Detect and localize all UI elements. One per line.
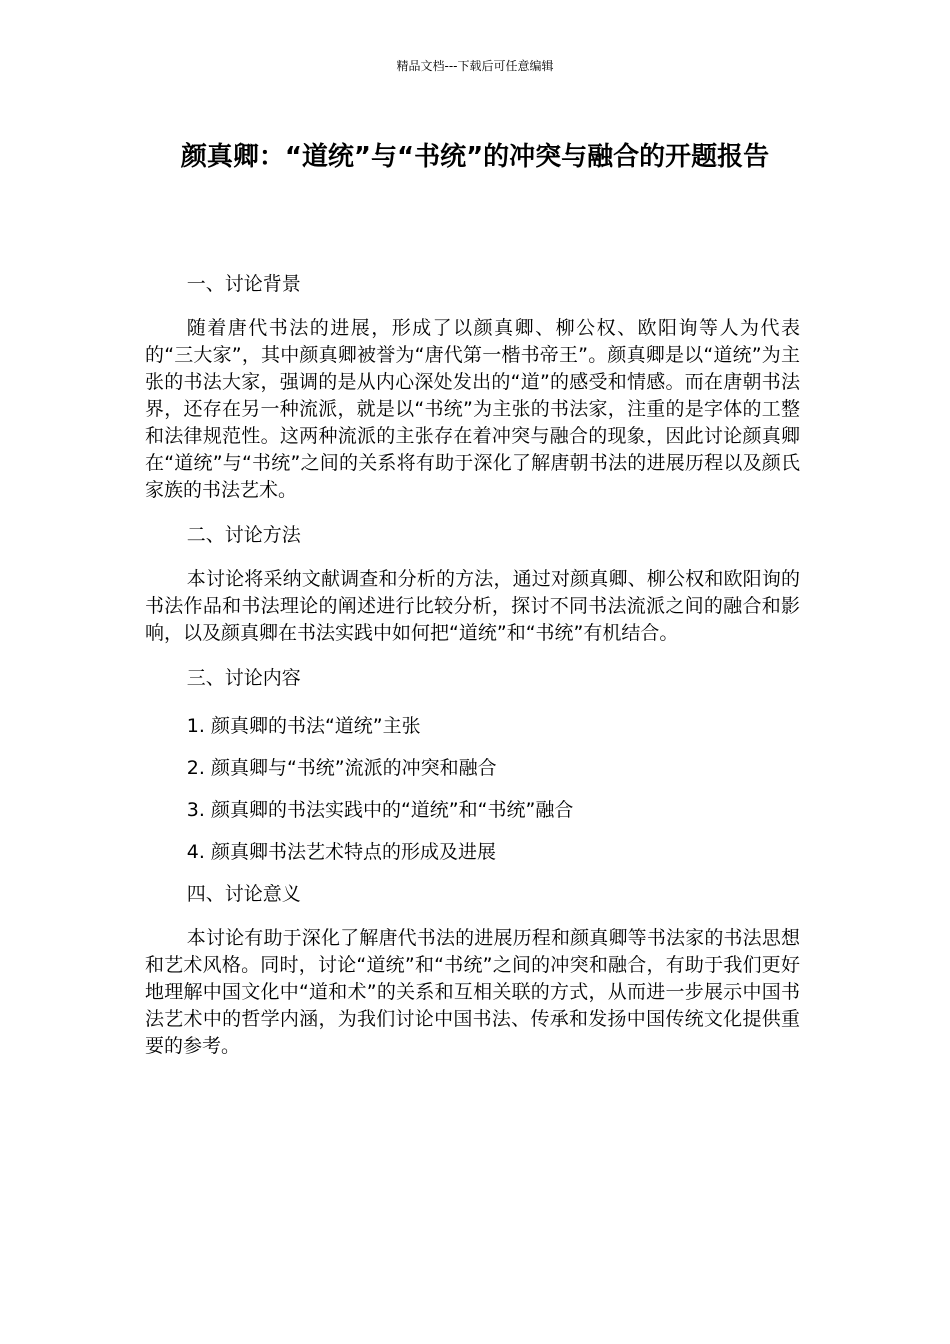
paragraph-method: 本讨论将采纳文献调查和分析的方法，通过对颜真卿、柳公权和欧阳询的书法作品和书法理论的阐述进行比较分析，探讨不同书法流派之间的融合和影响，以及颜真卿在书法实践中如何把“道统”和“书统”有机结合。: [145, 568, 800, 644]
content-list-item: 3. 颜真卿的书法实践中的“道统”和“书统”融合: [186, 799, 574, 821]
paragraph-background: 随着唐代书法的进展，形成了以颜真卿、柳公权、欧阳询等人为代表的“三大家”，其中颜真卿被誉为“唐代第一楷书帝王”。颜真卿是以“道统”为主张的书法大家，强调的是从内心深处发出的“道”的感受和情感。而在唐朝书法界，还存在另一种流派，就是以“书统”为主张的书法家，注重的是字体的工整和法律规范性。这两种流派的主张存在着冲突与融合的现象，因此讨论颜真卿在“道统”与“书统”之间的关系将有助于深化了解唐朝书法的进展历程以及颜氏家族的书法艺术。: [145, 317, 800, 501]
section-heading-background: 一、讨论背景: [186, 273, 301, 295]
document-body: [145, 267, 800, 1074]
page-header-note: 精品文档---下载后可任意编辑: [396, 59, 554, 73]
section-heading-content: 三、讨论内容: [186, 667, 301, 689]
paragraph-significance: 本讨论有助于深化了解唐代书法的进展历程和颜真卿等书法家的书法思想和艺术风格。同时，讨论“道统”和“书统”之间的冲突和融合，有助于我们更好地理解中国文化中“道和术”的关系和互相关联的方式，从而进一步展示中国书法艺术中的哲学内涵，为我们讨论中国书法、传承和发扬中国传统文化提供重要的参考。: [145, 927, 800, 1057]
section-heading-significance: 四、讨论意义: [186, 883, 301, 905]
content-list-item: 1. 颜真卿的书法“道统”主张: [186, 715, 421, 737]
content-list-item: 4. 颜真卿书法艺术特点的形成及进展: [186, 841, 496, 863]
section-heading-method: 二、讨论方法: [186, 524, 301, 546]
content-list-item: 2. 颜真卿与“书统”流派的冲突和融合: [186, 757, 497, 779]
document-title: 颜真卿：“道统”与“书统”的冲突与融合的开题报告: [180, 142, 770, 172]
